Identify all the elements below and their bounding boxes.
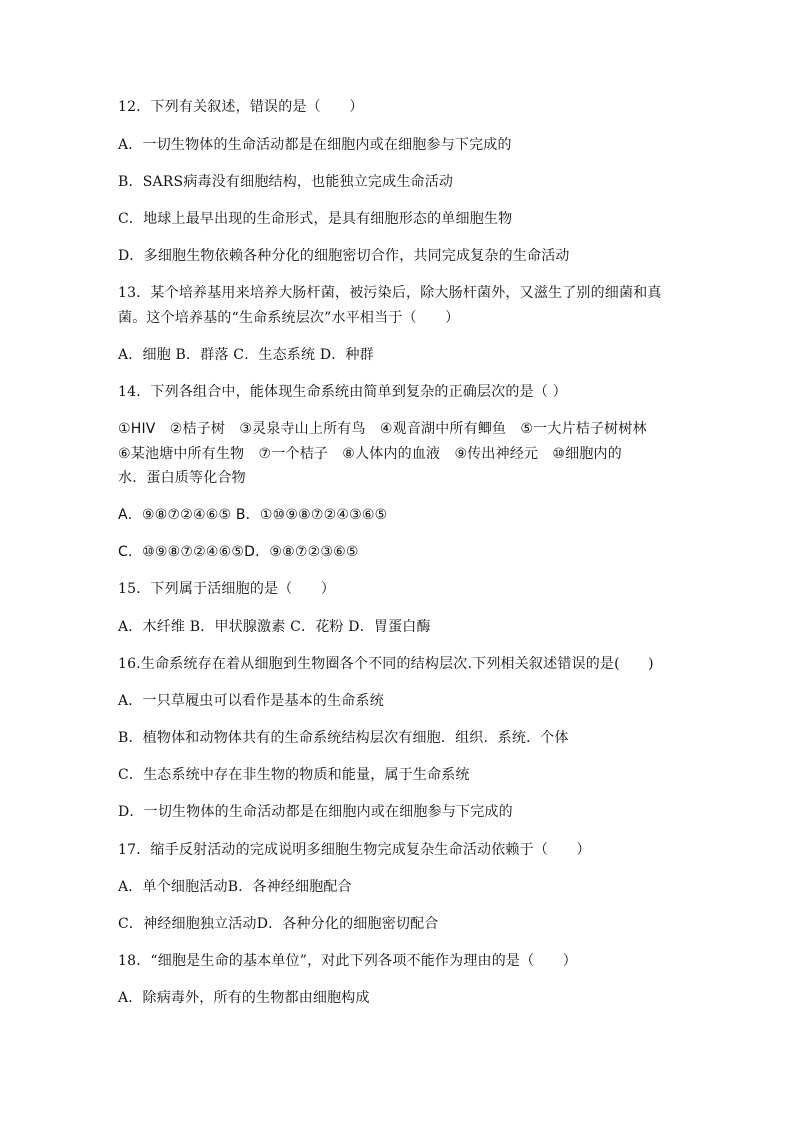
question-17-stem: 17．缩手反射活动的完成说明多细胞生物完成复杂生命活动依赖于（ ）: [118, 842, 591, 858]
question-16-option-b: B．植物体和动物体共有的生命系统结构层次有细胞．组织．系统．个体: [118, 730, 569, 746]
question-12-option-a: A．一切生物体的生命活动都是在细胞内或在细胞参与下完成的: [118, 137, 512, 153]
question-13-stem-line2: 菌。这个培养基的“生命系统层次”水平相当于（ ）: [118, 310, 460, 326]
question-15-options: A．木纤维 B．甲状腺激素 C．花粉 D．胃蛋白酶: [118, 619, 431, 635]
question-16-option-d: D．一切生物体的生命活动都是在细胞内或在细胞参与下完成的: [118, 804, 513, 820]
question-12-option-c: C．地球上最早出现的生命形式，是具有细胞形态的单细胞生物: [118, 211, 513, 227]
question-12-option-d: D．多细胞生物依赖各种分化的细胞密切合作，共同完成复杂的生命活动: [118, 248, 570, 264]
question-16-option-c: C．生态系统中存在非生物的物质和能量，属于生命系统: [118, 767, 470, 783]
question-15-stem: 15．下列属于活细胞的是（ ）: [118, 581, 336, 597]
question-18-option-a: A．除病毒外，所有的生物都由细胞构成: [118, 990, 370, 1006]
question-14-options-cd: C．⑩⑨⑧⑦②④⑥⑤D．⑨⑧⑦②③⑥⑤: [118, 544, 359, 560]
question-17-options-cd: C．神经细胞独立活动D．各种分化的细胞密切配合: [118, 916, 439, 932]
question-12-stem: 12．下列有关叙述，错误的是（ ）: [118, 99, 364, 115]
question-14-items-line3: 水．蛋白质等化合物: [118, 470, 246, 486]
question-16-stem: 16.生命系统存在着从细胞到生物圈各个不同的结构层次.下列相关叙述错误的是( ): [118, 656, 654, 672]
question-14-stem: 14．下列各组合中，能体现生命系统由简单到复杂的正确层次的是（ ）: [118, 384, 567, 400]
question-12-option-b: B．SARS病毒没有细胞结构，也能独立完成生命活动: [118, 174, 454, 190]
question-16-option-a: A．一只草履虫可以看作是基本的生命系统: [118, 693, 384, 709]
question-18-stem: 18．“细胞是生命的基本单位”，对此下列各项不能作为理由的是（ ）: [118, 953, 577, 969]
question-17-options-ab: A．单个细胞活动B．各神经细胞配合: [118, 879, 352, 895]
question-13-options: A．细胞 B．群落 C．生态系统 D．种群: [118, 347, 374, 363]
question-14-items-line2: ⑥某池塘中所有生物 ⑦一个桔子 ⑧人体内的血液 ⑨传出神经元 ⑩细胞内的: [118, 446, 622, 462]
question-14-items-line1: ①HIV ②桔子树 ③灵泉寺山上所有鸟 ④观音湖中所有鲫鱼 ⑤一大片桔子树树林: [118, 421, 647, 437]
question-13-stem-line1: 13．某个培养基用来培养大肠杆菌，被污染后，除大肠杆菌外，又滋生了别的细菌和真: [118, 285, 662, 301]
question-14-options-ab: A．⑨⑧⑦②④⑥⑤ B．①⑩⑨⑧⑦②④③⑥⑤: [118, 507, 388, 523]
